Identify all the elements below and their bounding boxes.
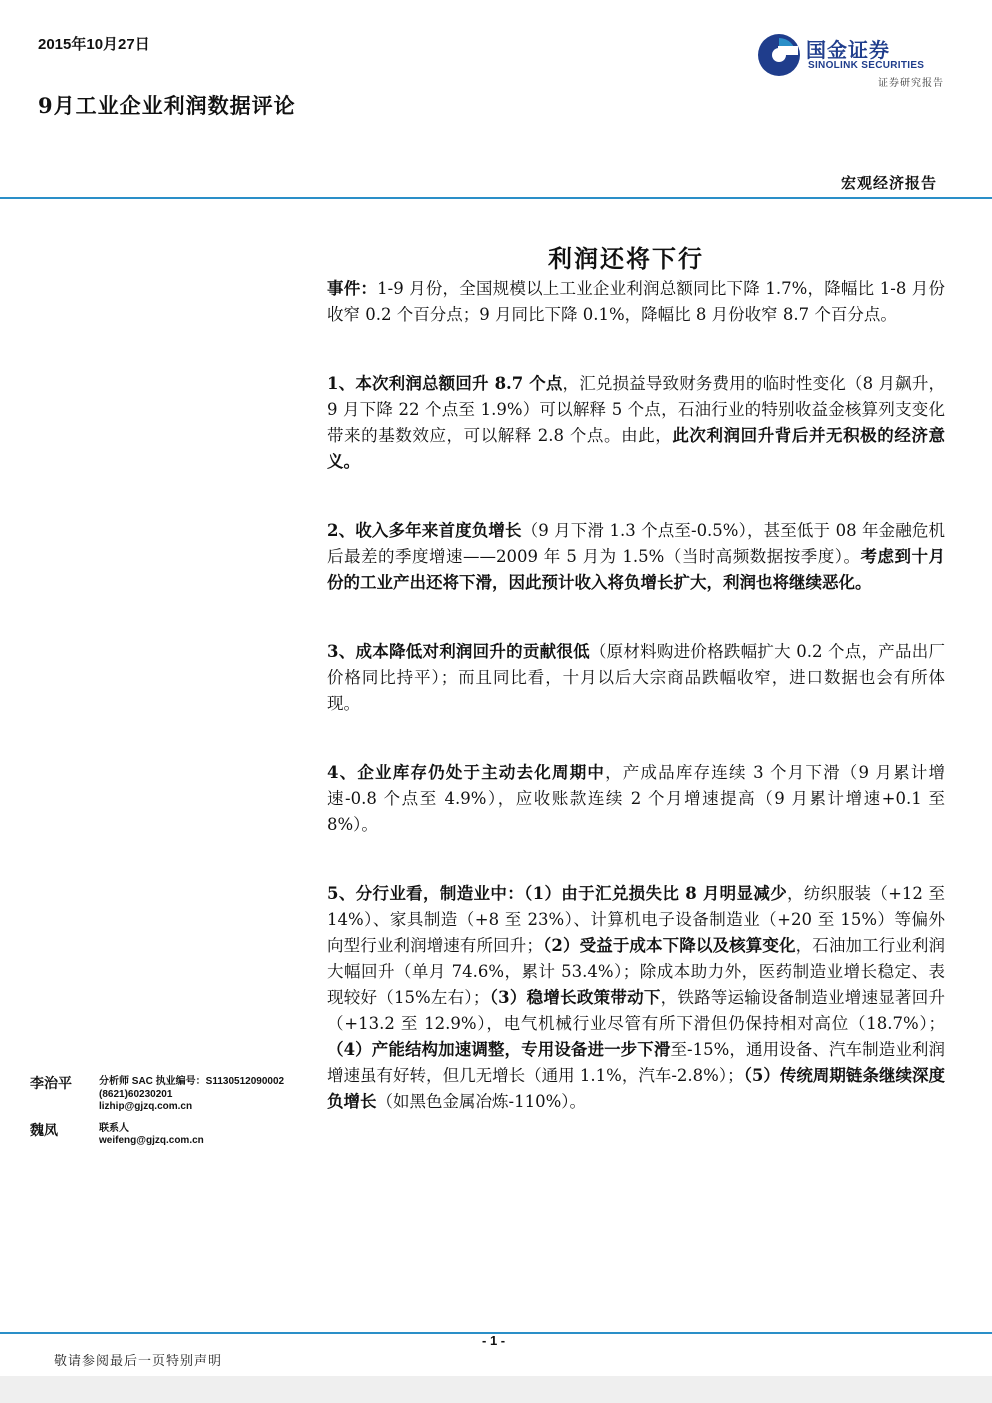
point-4-heading: 4、企业库存仍处于主动去化周期中 <box>327 763 606 782</box>
point-5-text-1: ，纺织服装（+12 至 14%）、家具制造（+8 至 23%）、计算机电子设备制造业（+20 至 15%）等偏外向型行业利润增速有所回升； <box>327 884 945 955</box>
analyst-phone: (8621)60230201 <box>99 1088 173 1100</box>
point-3-paragraph <box>327 639 945 717</box>
point-5-subheading-5: （5）传统周期链条继续深度负增长 <box>327 1066 945 1111</box>
point-2-conclusion: 考虑到十月份的工业产出还将下滑，因此预计收入将负增长扩大，利润也将继续恶化。 <box>327 547 945 592</box>
brand-subtitle: 证券研究报告 <box>878 78 944 89</box>
analyst-name: 李治平 <box>30 1076 72 1092</box>
point-3-heading: 3、成本降低对利润回升的贡献很低 <box>327 642 590 661</box>
report-type: 宏观经济报告 <box>840 174 937 192</box>
point-2-paragraph <box>327 518 945 596</box>
footer-band <box>0 1376 992 1403</box>
point-2-text: （9 月下滑 1.3 个点至-0.5%），甚至低于 08 年金融危机后最差的季度增速——2009 年 5 月为 1.5%（当时高频数据按季度）。 <box>327 521 946 566</box>
sinolink-logo-icon <box>756 32 802 78</box>
footer-disclaimer: 敬请参阅最后一页特别声明 <box>54 1354 223 1369</box>
point-5-heading: 5、分行业看，制造业中：（1）由于汇兑损失比 8 月明显减少 <box>327 884 788 903</box>
point-3-text: （原材料购进价格跌幅扩大 0.2 个点，产品出厂价格同比持平）；而且同比看，十月以后大宗商品跌幅收窄，进口数据也会有所体现。 <box>327 642 945 713</box>
point-4-paragraph <box>327 760 945 838</box>
report-date: 2015年10月27日 <box>38 36 150 53</box>
point-5-text-2: ，石油加工行业利润大幅回升（单月 74.6%，累计 53.4%）；除成本助力外，医药制造业增长稳定、表现较好（15%左右）； <box>327 936 946 1007</box>
analyst-email[interactable]: weifeng@gjzq.com.cn <box>99 1135 204 1146</box>
point-1-heading: 1、本次利润总额回升 8.7 个点 <box>327 374 563 393</box>
analyst-entry <box>30 1120 315 1148</box>
point-5-text-4: 至-15%，通用设备、汽车制造业利润增速虽有好转，但几无增长（通用 1.1%，汽车-2.8%）； <box>327 1040 946 1085</box>
analyst-sac-id: 分析师 SAC 执业编号：S1130512090002 <box>99 1076 285 1087</box>
point-4-text: ，产成品库存连续 3 个月下滑（9 月累计增速-0.8 个点至 4.9%），应收账款连续 2 个月增速提高（9 月累计增速+0.1 至 8%）。 <box>327 763 946 834</box>
point-1-conclusion: 此次利润回升背后并无积极的经济意义。 <box>327 426 945 471</box>
point-1-text: ，汇兑损益导致财务费用的临时性变化（8 月飙升，9 月下降 22 个点至 1.9%）可以解释 5 个点，石油行业的特别收益金核算列支变化带来的基数效应，可以解释 2.8 个点。由此， <box>327 374 945 445</box>
analyst-entry <box>30 1073 315 1114</box>
analyst-role: 联系人 <box>99 1122 129 1134</box>
point-5-text-5: （如黑色金属冶炼-110%）。 <box>376 1092 586 1111</box>
point-5-subheading-3: （3）稳增长政策带动下 <box>489 988 661 1007</box>
header-divider <box>0 197 992 199</box>
point-5-subheading-2: （2）受益于成本下降以及核算变化 <box>542 936 796 955</box>
main-title: 利润还将下行 <box>548 244 704 273</box>
analyst-email[interactable]: lizhip@gjzq.com.cn <box>99 1101 193 1112</box>
event-text: 1-9 月份，全国规模以上工业企业利润总额同比下降 1.7%，降幅比 1-8 月份收窄 0.2 个百分点；9 月同比下降 0.1%，降幅比 8 月份收窄 8.7 个百分点。 <box>327 279 946 324</box>
analyst-list <box>30 1073 315 1154</box>
report-body <box>327 276 945 1115</box>
event-label: 事件： <box>327 279 378 298</box>
point-5-paragraph <box>327 881 945 1115</box>
point-5-text-3: ，铁路等运输设备制造业增速显著回升（+13.2 至 12.9%），电气机械行业尽管有所下滑但仍保持相对高位（18.7%）； <box>327 988 946 1033</box>
point-5-subheading-4: （4）产能结构加速调整，专用设备进一步下滑 <box>327 1040 671 1059</box>
point-2-heading: 2、收入多年来首度负增长 <box>327 521 522 540</box>
brand-name-cn: 国金证券 <box>806 38 890 62</box>
document-title: 9月工业企业利润数据评论 <box>38 93 296 118</box>
event-paragraph <box>327 276 945 328</box>
point-1-paragraph <box>327 371 945 475</box>
analyst-name: 魏凤 <box>30 1122 58 1139</box>
brand-name-en: SINOLINK SECURITIES <box>808 60 925 71</box>
page-number: - 1 - <box>482 1333 506 1348</box>
